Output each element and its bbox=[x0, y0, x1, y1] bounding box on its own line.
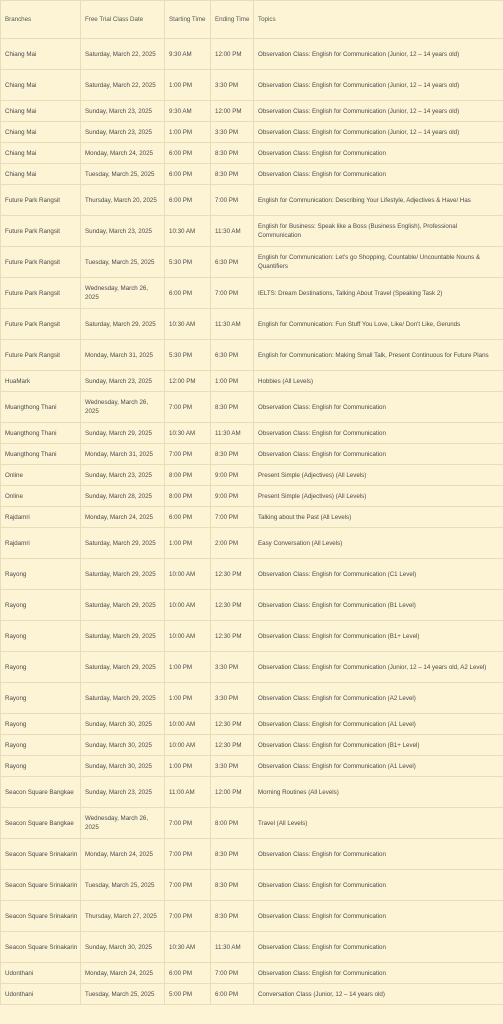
table-row bbox=[1, 39, 503, 70]
cell-topic: Observation Class: English for Communication (Junior, 12 – 14 years old) bbox=[254, 70, 503, 101]
cell-start-time: 5:00 PM bbox=[165, 984, 211, 1005]
cell-end-time: 12:00 PM bbox=[211, 101, 254, 122]
table-row bbox=[1, 465, 503, 486]
table-row bbox=[1, 392, 503, 423]
cell-topic: English for Communication: Making Small Talk, Present Continuous for Future Plans bbox=[254, 340, 503, 371]
cell-topic: Observation Class: English for Communication bbox=[254, 932, 503, 963]
cell-start-time: 7:00 PM bbox=[165, 392, 211, 423]
cell-date: Sunday, March 30, 2025 bbox=[81, 714, 165, 735]
header-starting-time: Starting Time bbox=[165, 1, 211, 39]
cell-date: Monday, March 24, 2025 bbox=[81, 963, 165, 984]
cell-branch: Udonthani bbox=[1, 984, 81, 1005]
cell-topic: Observation Class: English for Communication bbox=[254, 444, 503, 465]
cell-start-time: 10:30 AM bbox=[165, 932, 211, 963]
cell-start-time: 10:00 AM bbox=[165, 590, 211, 621]
cell-topic: Observation Class: English for Communication bbox=[254, 164, 503, 185]
header-row bbox=[1, 1, 503, 39]
cell-branch: Seacon Square Srinakarin bbox=[1, 870, 81, 901]
cell-start-time: 10:00 AM bbox=[165, 621, 211, 652]
cell-branch: Rayong bbox=[1, 735, 81, 756]
cell-topic: English for Communication: Fun Stuff You Love, Like/ Don't Like, Gerunds bbox=[254, 309, 503, 340]
cell-date: Saturday, March 22, 2025 bbox=[81, 39, 165, 70]
cell-start-time: 11:00 AM bbox=[165, 777, 211, 808]
table-row bbox=[1, 683, 503, 714]
cell-start-time: 7:00 PM bbox=[165, 808, 211, 839]
cell-start-time: 6:00 PM bbox=[165, 164, 211, 185]
table-row bbox=[1, 714, 503, 735]
cell-date: Saturday, March 29, 2025 bbox=[81, 309, 165, 340]
cell-topic: Observation Class: English for Communication bbox=[254, 901, 503, 932]
cell-topic: English for Communication: Describing Your Lifestyle, Adjectives & Have/ Has bbox=[254, 185, 503, 216]
cell-date: Monday, March 24, 2025 bbox=[81, 143, 165, 164]
cell-start-time: 7:00 PM bbox=[165, 839, 211, 870]
table-row bbox=[1, 216, 503, 247]
cell-branch: Rayong bbox=[1, 652, 81, 683]
cell-end-time: 12:00 PM bbox=[211, 39, 254, 70]
table-row bbox=[1, 963, 503, 984]
table-row bbox=[1, 185, 503, 216]
cell-branch: Rayong bbox=[1, 621, 81, 652]
cell-start-time: 6:00 PM bbox=[165, 143, 211, 164]
cell-end-time: 8:30 PM bbox=[211, 392, 254, 423]
cell-date: Sunday, March 23, 2025 bbox=[81, 777, 165, 808]
cell-date: Monday, March 31, 2025 bbox=[81, 444, 165, 465]
cell-date: Thursday, March 20, 2025 bbox=[81, 185, 165, 216]
cell-end-time: 7:00 PM bbox=[211, 278, 254, 309]
cell-start-time: 6:00 PM bbox=[165, 963, 211, 984]
cell-start-time: 1:00 PM bbox=[165, 528, 211, 559]
table-row bbox=[1, 621, 503, 652]
cell-date: Sunday, March 30, 2025 bbox=[81, 735, 165, 756]
cell-end-time: 11:30 AM bbox=[211, 309, 254, 340]
cell-branch: Future Park Rangsit bbox=[1, 340, 81, 371]
cell-date: Sunday, March 23, 2025 bbox=[81, 122, 165, 143]
cell-start-time: 6:00 PM bbox=[165, 278, 211, 309]
cell-start-time: 10:30 AM bbox=[165, 309, 211, 340]
cell-start-time: 1:00 PM bbox=[165, 756, 211, 777]
cell-date: Sunday, March 23, 2025 bbox=[81, 371, 165, 392]
cell-start-time: 1:00 PM bbox=[165, 683, 211, 714]
table-body bbox=[1, 39, 503, 1005]
cell-branch: HuaMark bbox=[1, 371, 81, 392]
cell-branch: Chiang Mai bbox=[1, 70, 81, 101]
cell-end-time: 12:30 PM bbox=[211, 621, 254, 652]
table-row bbox=[1, 164, 503, 185]
cell-branch: Chiang Mai bbox=[1, 101, 81, 122]
cell-end-time: 6:00 PM bbox=[211, 984, 254, 1005]
cell-date: Sunday, March 23, 2025 bbox=[81, 101, 165, 122]
cell-end-time: 9:00 PM bbox=[211, 465, 254, 486]
cell-date: Saturday, March 22, 2025 bbox=[81, 70, 165, 101]
cell-end-time: 3:30 PM bbox=[211, 652, 254, 683]
table-row bbox=[1, 777, 503, 808]
cell-branch: Future Park Rangsit bbox=[1, 247, 81, 278]
cell-start-time: 9:30 AM bbox=[165, 39, 211, 70]
cell-end-time: 8:30 PM bbox=[211, 444, 254, 465]
cell-date: Sunday, March 23, 2025 bbox=[81, 465, 165, 486]
cell-end-time: 12:30 PM bbox=[211, 735, 254, 756]
cell-topic: Observation Class: English for Communication (Junior, 12 – 14 years old, A2 Level) bbox=[254, 652, 503, 683]
cell-date: Sunday, March 23, 2025 bbox=[81, 216, 165, 247]
cell-branch: Rayong bbox=[1, 714, 81, 735]
cell-topic: Observation Class: English for Communication (A1 Level) bbox=[254, 714, 503, 735]
cell-date: Monday, March 24, 2025 bbox=[81, 839, 165, 870]
cell-end-time: 8:30 PM bbox=[211, 870, 254, 901]
cell-start-time: 10:00 AM bbox=[165, 559, 211, 590]
cell-date: Thursday, March 27, 2025 bbox=[81, 901, 165, 932]
cell-date: Saturday, March 29, 2025 bbox=[81, 683, 165, 714]
cell-end-time: 3:30 PM bbox=[211, 122, 254, 143]
cell-start-time: 5:30 PM bbox=[165, 247, 211, 278]
cell-date: Sunday, March 28, 2025 bbox=[81, 486, 165, 507]
cell-end-time: 11:30 AM bbox=[211, 423, 254, 444]
cell-topic: Observation Class: English for Communication (B1 Level) bbox=[254, 590, 503, 621]
cell-start-time: 12:00 PM bbox=[165, 371, 211, 392]
cell-date: Saturday, March 29, 2025 bbox=[81, 559, 165, 590]
cell-date: Wednesday, March 26, 2025 bbox=[81, 808, 165, 839]
cell-start-time: 5:30 PM bbox=[165, 340, 211, 371]
table-row bbox=[1, 423, 503, 444]
cell-branch: Chiang Mai bbox=[1, 143, 81, 164]
cell-date: Tuesday, March 25, 2025 bbox=[81, 984, 165, 1005]
cell-start-time: 6:00 PM bbox=[165, 185, 211, 216]
cell-start-time: 10:30 AM bbox=[165, 216, 211, 247]
table-row bbox=[1, 70, 503, 101]
table-row bbox=[1, 444, 503, 465]
cell-date: Sunday, March 29, 2025 bbox=[81, 423, 165, 444]
cell-topic: Observation Class: English for Communication (C1 Level) bbox=[254, 559, 503, 590]
cell-date: Monday, March 31, 2025 bbox=[81, 340, 165, 371]
cell-end-time: 8:30 PM bbox=[211, 143, 254, 164]
table-row bbox=[1, 278, 503, 309]
cell-date: Saturday, March 29, 2025 bbox=[81, 528, 165, 559]
cell-branch: Seacon Square Srinakarin bbox=[1, 839, 81, 870]
cell-branch: Chiang Mai bbox=[1, 122, 81, 143]
table-row bbox=[1, 559, 503, 590]
cell-topic: Observation Class: English for Communication (Junior, 12 – 14 years old) bbox=[254, 39, 503, 70]
cell-topic: Observation Class: English for Communication bbox=[254, 143, 503, 164]
table-row bbox=[1, 143, 503, 164]
cell-branch: Chiang Mai bbox=[1, 164, 81, 185]
cell-end-time: 12:30 PM bbox=[211, 559, 254, 590]
table-row bbox=[1, 528, 503, 559]
cell-end-time: 8:30 PM bbox=[211, 901, 254, 932]
table-row bbox=[1, 101, 503, 122]
cell-topic: Observation Class: English for Communication bbox=[254, 963, 503, 984]
cell-start-time: 7:00 PM bbox=[165, 870, 211, 901]
cell-topic: Morning Routines (All Levels) bbox=[254, 777, 503, 808]
cell-end-time: 3:30 PM bbox=[211, 70, 254, 101]
cell-end-time: 11:30 AM bbox=[211, 216, 254, 247]
cell-branch: Rayong bbox=[1, 559, 81, 590]
cell-branch: Seacon Square Bangkae bbox=[1, 808, 81, 839]
cell-branch: Rajdamri bbox=[1, 507, 81, 528]
cell-topic: Talking about the Past (All Levels) bbox=[254, 507, 503, 528]
cell-branch: Seacon Square Srinakarin bbox=[1, 932, 81, 963]
cell-end-time: 6:30 PM bbox=[211, 340, 254, 371]
cell-branch: Rajdamri bbox=[1, 528, 81, 559]
table-row bbox=[1, 735, 503, 756]
cell-end-time: 9:00 PM bbox=[211, 486, 254, 507]
cell-branch: Muangthong Thani bbox=[1, 444, 81, 465]
cell-date: Saturday, March 29, 2025 bbox=[81, 621, 165, 652]
cell-end-time: 12:30 PM bbox=[211, 590, 254, 621]
cell-date: Saturday, March 29, 2025 bbox=[81, 652, 165, 683]
cell-topic: Observation Class: English for Communication bbox=[254, 870, 503, 901]
cell-end-time: 8:00 PM bbox=[211, 808, 254, 839]
table-row bbox=[1, 486, 503, 507]
cell-branch: Muangthong Thani bbox=[1, 423, 81, 444]
cell-start-time: 8:00 PM bbox=[165, 465, 211, 486]
table-row bbox=[1, 839, 503, 870]
table-row bbox=[1, 808, 503, 839]
cell-topic: English for Business: Speak like a Boss (Business English), Professional Communication bbox=[254, 216, 503, 247]
table-row bbox=[1, 122, 503, 143]
table-row bbox=[1, 756, 503, 777]
cell-branch: Online bbox=[1, 486, 81, 507]
cell-branch: Seacon Square Srinakarin bbox=[1, 901, 81, 932]
cell-topic: Observation Class: English for Communication (B1+ Level) bbox=[254, 621, 503, 652]
cell-start-time: 10:00 AM bbox=[165, 714, 211, 735]
cell-end-time: 8:30 PM bbox=[211, 839, 254, 870]
cell-branch: Future Park Rangsit bbox=[1, 278, 81, 309]
cell-end-time: 2:00 PM bbox=[211, 528, 254, 559]
cell-end-time: 7:00 PM bbox=[211, 185, 254, 216]
cell-start-time: 1:00 PM bbox=[165, 122, 211, 143]
cell-date: Sunday, March 30, 2025 bbox=[81, 932, 165, 963]
cell-end-time: 12:00 PM bbox=[211, 777, 254, 808]
cell-topic: Observation Class: English for Communication bbox=[254, 392, 503, 423]
cell-topic: Observation Class: English for Communication (Junior, 12 – 14 years old) bbox=[254, 122, 503, 143]
cell-date: Wednesday, March 26, 2025 bbox=[81, 278, 165, 309]
cell-topic: Observation Class: English for Communication bbox=[254, 423, 503, 444]
cell-branch: Future Park Rangsit bbox=[1, 185, 81, 216]
cell-end-time: 8:30 PM bbox=[211, 164, 254, 185]
table-row bbox=[1, 932, 503, 963]
cell-start-time: 7:00 PM bbox=[165, 444, 211, 465]
table-row bbox=[1, 507, 503, 528]
table-row bbox=[1, 247, 503, 278]
cell-start-time: 10:00 AM bbox=[165, 735, 211, 756]
cell-topic: Hobbies (All Levels) bbox=[254, 371, 503, 392]
cell-topic: Present Simple (Adjectives) (All Levels) bbox=[254, 465, 503, 486]
cell-branch: Rayong bbox=[1, 756, 81, 777]
cell-start-time: 10:30 AM bbox=[165, 423, 211, 444]
cell-topic: Observation Class: English for Communication bbox=[254, 839, 503, 870]
cell-end-time: 1:00 PM bbox=[211, 371, 254, 392]
cell-start-time: 6:00 PM bbox=[165, 507, 211, 528]
table-row bbox=[1, 371, 503, 392]
cell-topic: Conversation Class (Junior, 12 – 14 years old) bbox=[254, 984, 503, 1005]
cell-topic: English for Communication: Let's go Shopping, Countable/ Uncountable Nouns & Quantifiers bbox=[254, 247, 503, 278]
header-ending-time: Ending Time bbox=[211, 1, 254, 39]
table-row bbox=[1, 340, 503, 371]
header-topics: Topics bbox=[254, 1, 503, 39]
cell-start-time: 1:00 PM bbox=[165, 652, 211, 683]
cell-topic: Easy Conversation (All Levels) bbox=[254, 528, 503, 559]
cell-topic: Observation Class: English for Communication (A2 Level) bbox=[254, 683, 503, 714]
cell-date: Wednesday, March 26, 2025 bbox=[81, 392, 165, 423]
cell-branch: Future Park Rangsit bbox=[1, 216, 81, 247]
cell-branch: Seacon Square Bangkae bbox=[1, 777, 81, 808]
cell-end-time: 3:30 PM bbox=[211, 756, 254, 777]
table-row bbox=[1, 870, 503, 901]
table-row bbox=[1, 901, 503, 932]
cell-start-time: 9:30 AM bbox=[165, 101, 211, 122]
cell-branch: Udonthani bbox=[1, 963, 81, 984]
cell-date: Tuesday, March 25, 2025 bbox=[81, 164, 165, 185]
cell-branch: Online bbox=[1, 465, 81, 486]
cell-start-time: 7:00 PM bbox=[165, 901, 211, 932]
cell-branch: Rayong bbox=[1, 683, 81, 714]
table-row bbox=[1, 984, 503, 1005]
cell-end-time: 7:00 PM bbox=[211, 963, 254, 984]
cell-topic: Present Simple (Adjectives) (All Levels) bbox=[254, 486, 503, 507]
cell-start-time: 8:00 PM bbox=[165, 486, 211, 507]
cell-end-time: 3:30 PM bbox=[211, 683, 254, 714]
cell-date: Monday, March 24, 2025 bbox=[81, 507, 165, 528]
cell-end-time: 7:00 PM bbox=[211, 507, 254, 528]
cell-end-time: 6:30 PM bbox=[211, 247, 254, 278]
cell-branch: Chiang Mai bbox=[1, 39, 81, 70]
table-row bbox=[1, 309, 503, 340]
cell-end-time: 12:30 PM bbox=[211, 714, 254, 735]
header-branches: Branches bbox=[1, 1, 81, 39]
cell-topic: Observation Class: English for Communication (A1 Level) bbox=[254, 756, 503, 777]
cell-branch: Rayong bbox=[1, 590, 81, 621]
cell-date: Saturday, March 29, 2025 bbox=[81, 590, 165, 621]
cell-end-time: 11:30 AM bbox=[211, 932, 254, 963]
cell-topic: Travel (All Levels) bbox=[254, 808, 503, 839]
cell-topic: IELTS: Dream Destinations, Talking About Travel (Speaking Task 2) bbox=[254, 278, 503, 309]
cell-branch: Future Park Rangsit bbox=[1, 309, 81, 340]
table-row bbox=[1, 590, 503, 621]
cell-topic: Observation Class: English for Communication (Junior, 12 – 14 years old) bbox=[254, 101, 503, 122]
cell-branch: Muangthong Thani bbox=[1, 392, 81, 423]
cell-date: Sunday, March 30, 2025 bbox=[81, 756, 165, 777]
table-row bbox=[1, 652, 503, 683]
cell-start-time: 1:00 PM bbox=[165, 70, 211, 101]
header-date: Free Trial Class Date bbox=[81, 1, 165, 39]
cell-topic: Observation Class: English for Communication (B1+ Level) bbox=[254, 735, 503, 756]
cell-date: Tuesday, March 25, 2025 bbox=[81, 247, 165, 278]
cell-date: Tuesday, March 25, 2025 bbox=[81, 870, 165, 901]
table-header bbox=[1, 1, 503, 39]
